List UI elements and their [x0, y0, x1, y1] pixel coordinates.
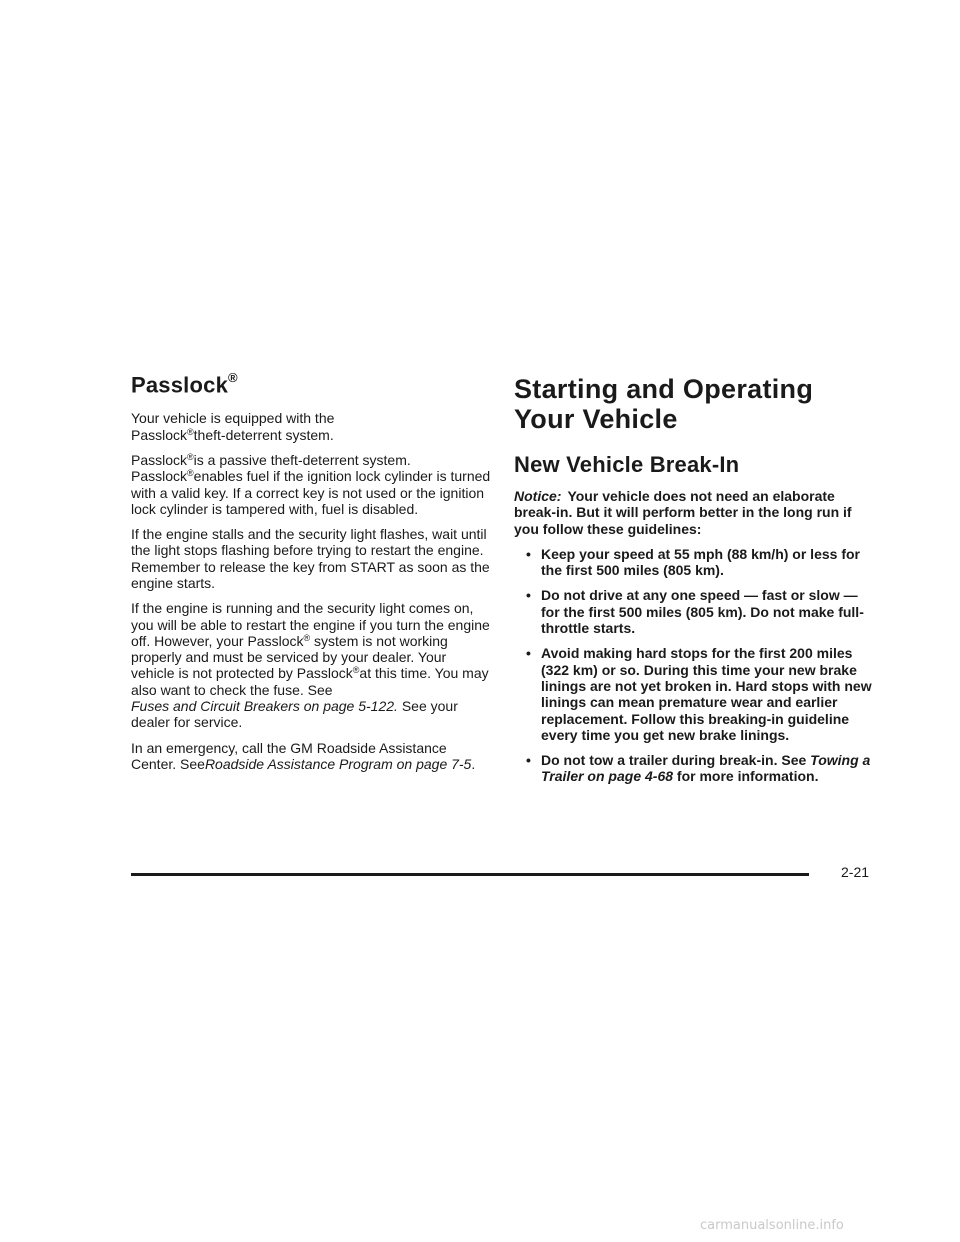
bullet-icon: • — [526, 752, 531, 769]
watermark: carmanualsonline.info — [700, 1218, 844, 1233]
paragraph: Passlock®is a passive theft-deterrent system. Passlock®enables fuel if the ignition lock cylinder is turned with a valid key. If a correct key is not used or the ignition lock cylinder is tampered with, fuel is disabled. — [131, 451, 491, 517]
section-heading-passlock: Passlock® — [131, 370, 238, 398]
list-item: • Avoid making hard stops for the first 200 miles (322 km) or so. During this time your new brake linings are not yet broken in. Hard stops with new linings can mean premature wear and earlier replacement. Follow this breaking-in guideline every time you get new brake linings. — [526, 645, 872, 743]
notice-paragraph: Notice: Your vehicle does not need an elaborate break-in. But it will perform better in the long run if you follow these guidelines: — [514, 488, 852, 537]
chapter-heading: Starting and Operating Your Vehicle — [514, 374, 814, 434]
paragraph: In an emergency, call the GM Roadside Assistance Center. SeeRoadside Assistance Program on page 7-5. — [131, 739, 476, 772]
page-number: 2-21 — [841, 864, 870, 880]
paragraph: If the engine is running and the security light comes on, you will be able to restart the engine if you turn the engine off. However, your Passlock® system is not working properly and must be serviced by your dealer. Your vehicle is not protected by Passlock®at this time. You may also want to check the fuse. See Fuses and Circuit Breakers on page 5-122. See your dealer for service. — [131, 600, 490, 731]
paragraph: If the engine stalls and the security light flashes, wait until the light stops flashing before trying to restart the engine. Remember to release the key from START as soon as the engine starts. — [131, 526, 490, 591]
cross-reference-link[interactable]: Towing a Trailer on page 4-68 — [541, 752, 871, 785]
cross-reference-link[interactable]: Fuses and Circuit Breakers on page 5-122. — [131, 698, 398, 715]
list-item: • Do not drive at any one speed — fast or slow — for the first 500 miles (805 km). Do not make full-throttle starts. — [526, 587, 864, 637]
section-heading-break-in: New Vehicle Break-In — [514, 452, 740, 477]
list-item: • Do not tow a trailer during break-in. See Towing a Trailer on page 4-68 for more information. — [526, 752, 871, 785]
starting-section — [514, 374, 874, 794]
list-item: • Keep your speed at 55 mph (88 km/h) or less for the first 500 miles (805 km). — [526, 545, 860, 579]
passlock-section — [131, 372, 491, 781]
paragraph: Your vehicle is equipped with the Passlock®theft-deterrent system. — [131, 410, 335, 443]
guideline-list — [514, 546, 874, 785]
footer-rule — [131, 873, 809, 876]
bullet-icon: • — [526, 587, 531, 604]
notice-label: Notice: — [514, 488, 562, 504]
cross-reference-link[interactable]: Roadside Assistance Program on page 7-5 — [204, 755, 472, 772]
bullet-icon: • — [526, 645, 531, 662]
bullet-icon: • — [526, 545, 531, 562]
